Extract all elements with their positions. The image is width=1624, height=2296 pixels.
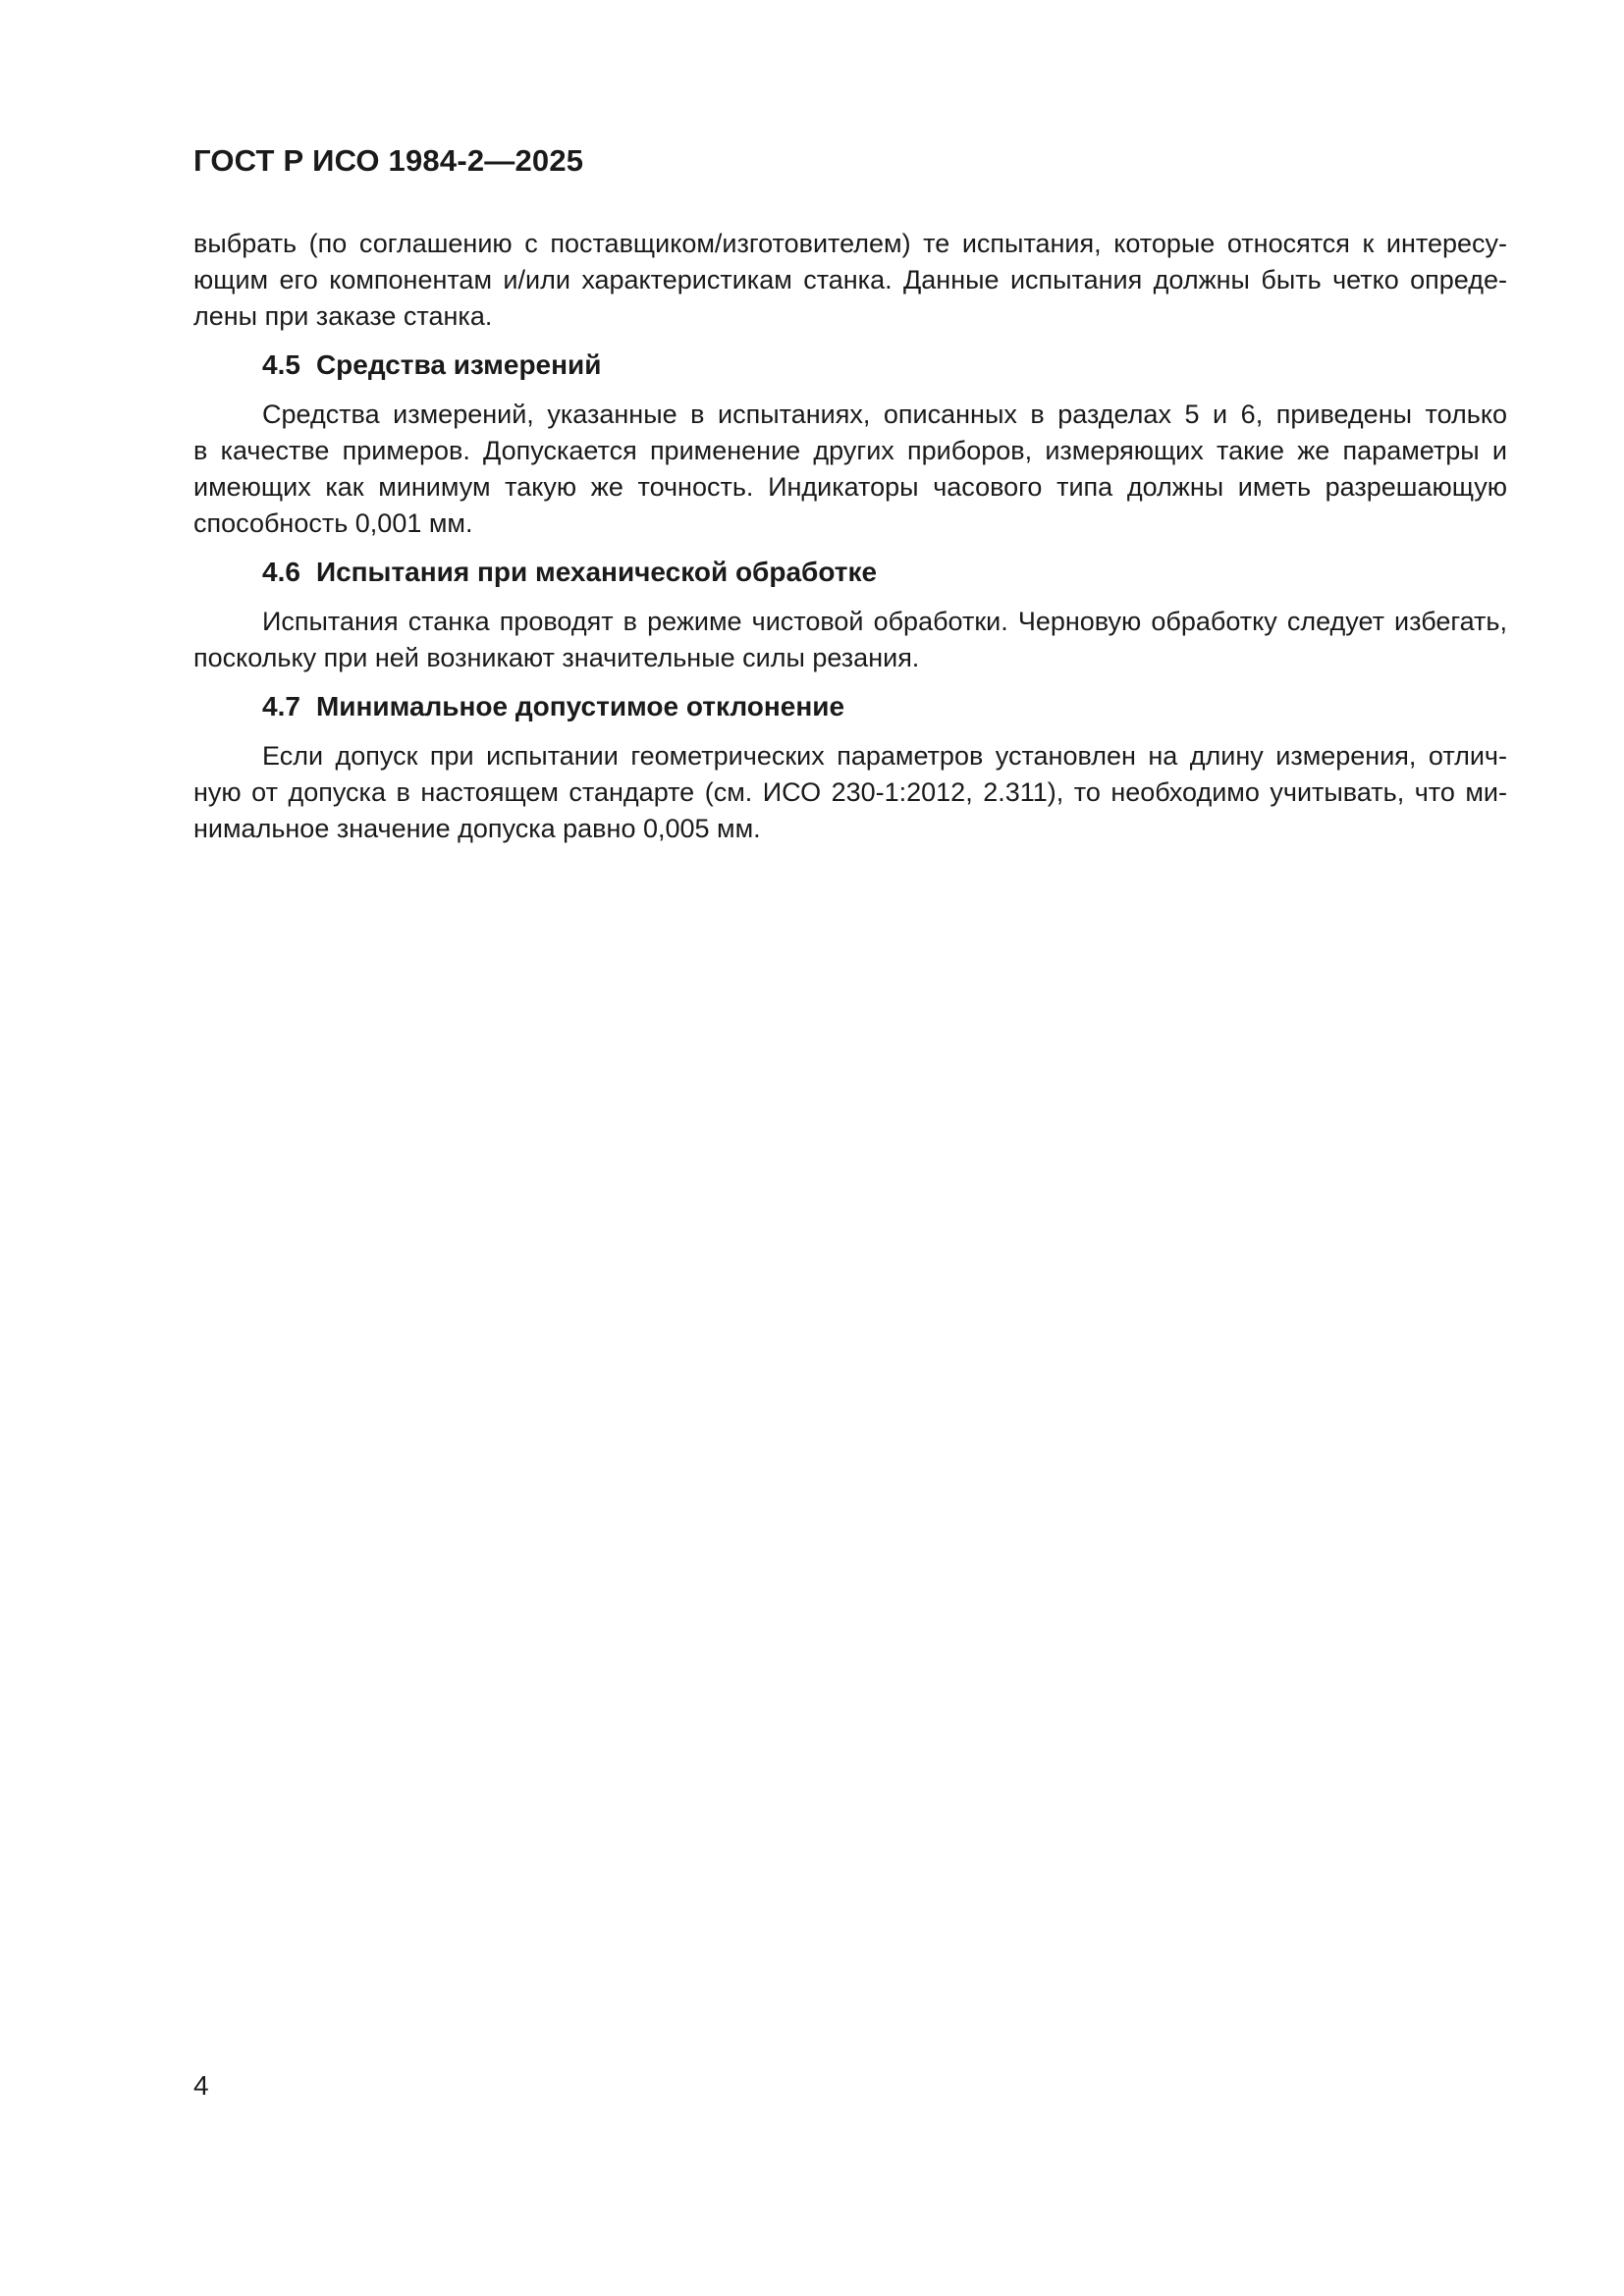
text-line: ную от допуска в настоящем стандарте (см. ИСО 230-1:2012, 2.311), то необходимо учитывать, что ми-	[193, 777, 1507, 807]
heading-title: Испытания при механической обработке	[315, 557, 878, 587]
text-line: Испытания станка проводят в режиме чистовой обработки. Черновую обработку следует избегать,	[262, 607, 1507, 636]
text-line: Если допуск при испытании геометрических параметров установлен на длину измерения, отлич-	[262, 741, 1507, 771]
text-line: в качестве примеров. Допускается применение других приборов, измеряющих такие же параметры и	[193, 436, 1507, 465]
paragraph-4-5	[193, 397, 1507, 542]
paragraph-intro-continuation	[193, 226, 1507, 335]
text-line: нимальное значение допуска равно 0,005 мм.	[193, 814, 761, 843]
heading-number: 4.6	[262, 557, 300, 587]
text-line: имеющих как минимум такую же точность. Индикаторы часового типа должны иметь разрешающую	[193, 472, 1507, 502]
heading-title: Минимальное допустимое отклонение	[315, 691, 845, 721]
paragraph-4-6	[193, 604, 1507, 676]
text-line: выбрать (по соглашению с поставщиком/изготовителем) те испытания, которые относятся к интересу-	[193, 229, 1507, 258]
heading-number: 4.5	[262, 349, 300, 380]
text-line: поскольку при ней возникают значительные силы резания.	[193, 643, 920, 672]
heading-number: 4.7	[262, 691, 300, 721]
text-line: способность 0,001 мм.	[193, 508, 473, 538]
text-line: лены при заказе станка.	[193, 301, 493, 331]
running-header: ГОСТ Р ИСО 1984-2—2025	[193, 143, 584, 178]
text-line: Средства измерений, указанные в испытаниях, описанных в разделах 5 и 6, приведены только	[262, 400, 1507, 429]
text-line: ющим его компонентам и/или характеристикам станка. Данные испытания должны быть четко опреде-	[193, 265, 1507, 294]
main-text-block	[193, 226, 1507, 847]
section-heading-4-7	[193, 688, 1507, 724]
page-number: 4	[193, 2070, 209, 2101]
section-heading-4-5	[193, 347, 1507, 383]
heading-title: Средства измерений	[315, 349, 602, 380]
section-heading-4-6	[193, 554, 1507, 590]
paragraph-4-7	[193, 738, 1507, 847]
